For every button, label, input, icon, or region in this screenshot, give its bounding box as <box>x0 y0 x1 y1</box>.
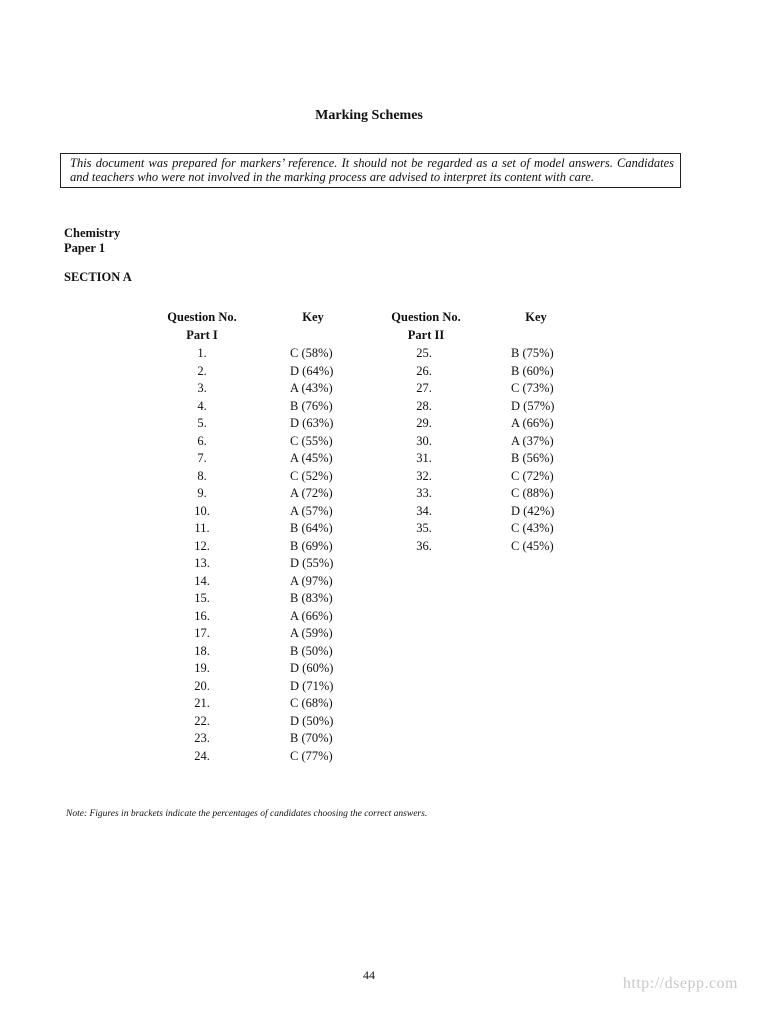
question-number: 20. <box>194 678 210 693</box>
disclaimer-box: This document was prepared for markers’ reference. It should not be regarded as a set of model answers. Candidates and teachers who were not involved in the marking process are advised to interpret its content with care. <box>60 153 681 188</box>
part2-question-list <box>406 345 442 555</box>
part2-header: Part II <box>407 328 445 342</box>
question-number: 11. <box>194 521 210 535</box>
paper-heading: Paper 1 <box>64 241 106 255</box>
answer-key: B (69%) <box>290 538 333 553</box>
question-number: 22. <box>194 713 210 728</box>
question-number: 17. <box>194 626 210 640</box>
answer-key: B (75%) <box>511 346 554 360</box>
question-number: 6. <box>197 433 207 448</box>
question-number: 1. <box>197 346 207 360</box>
answer-key: C (68%) <box>290 696 333 710</box>
question-number: 23. <box>194 731 210 745</box>
answer-key: A (97%) <box>290 573 333 588</box>
answer-key: A (66%) <box>290 608 333 623</box>
question-number: 32. <box>416 468 432 483</box>
question-number: 19. <box>194 661 210 675</box>
page-title: Marking Schemes <box>315 108 423 123</box>
part1-question-list <box>184 345 220 765</box>
section-heading: SECTION A <box>64 270 132 284</box>
watermark: http://dsepp.com <box>622 975 738 992</box>
question-number: 15. <box>194 591 210 605</box>
answer-key: B (64%) <box>290 521 333 535</box>
answer-key: A (45%) <box>290 451 333 465</box>
question-number: 13. <box>194 556 210 570</box>
question-number: 2. <box>197 363 207 378</box>
answer-key: A (57%) <box>290 503 333 518</box>
question-number: 14. <box>194 573 210 588</box>
answer-key: D (57%) <box>511 398 555 413</box>
part2-key-list <box>511 345 581 555</box>
question-number: 9. <box>197 486 207 500</box>
answer-key: B (70%) <box>290 731 333 745</box>
question-number: 4. <box>197 398 207 413</box>
part1-header: Part I <box>186 328 218 342</box>
answer-key: D (64%) <box>290 363 334 378</box>
question-number: 24. <box>194 748 210 763</box>
question-number: 5. <box>197 416 207 430</box>
question-no-header-part1: Question No. <box>167 310 237 324</box>
answer-key: C (55%) <box>290 433 333 448</box>
question-number: 30. <box>416 433 432 448</box>
question-number: 18. <box>194 643 210 658</box>
answer-key: B (83%) <box>290 591 333 605</box>
answer-key: C (77%) <box>290 748 333 763</box>
answer-key: C (43%) <box>511 521 554 535</box>
key-header-part2: Key <box>525 310 547 324</box>
question-number: 21. <box>194 696 210 710</box>
answer-key: A (43%) <box>290 381 333 395</box>
answer-key: B (60%) <box>511 363 554 378</box>
answer-key: A (66%) <box>511 416 554 430</box>
subject-heading: Chemistry <box>64 226 121 240</box>
answer-key: A (59%) <box>290 626 333 640</box>
answer-key: D (63%) <box>290 416 334 430</box>
question-number: 3. <box>197 381 207 395</box>
answer-key: D (60%) <box>290 661 334 675</box>
question-number: 34. <box>416 503 432 518</box>
answer-key: C (45%) <box>511 538 554 553</box>
page-number: 44 <box>363 968 375 982</box>
question-number: 31. <box>416 451 432 465</box>
question-number: 10. <box>194 503 210 518</box>
answer-key: C (52%) <box>290 468 333 483</box>
question-number: 33. <box>416 486 432 500</box>
answer-key: A (72%) <box>290 486 333 500</box>
question-number: 26. <box>416 363 432 378</box>
key-header-part1: Key <box>302 310 324 324</box>
question-number: 7. <box>197 451 207 465</box>
answer-key: B (56%) <box>511 451 554 465</box>
answer-key: D (50%) <box>290 713 334 728</box>
footnote: Note: Figures in brackets indicate the percentages of candidates choosing the correct answers. <box>66 809 428 819</box>
question-number: 29. <box>416 416 432 430</box>
answer-key: C (73%) <box>511 381 554 395</box>
answer-key: D (42%) <box>511 503 555 518</box>
answer-key: D (55%) <box>290 556 334 570</box>
part1-key-list <box>290 345 360 765</box>
answer-key: C (88%) <box>511 486 554 500</box>
question-number: 27. <box>416 381 432 395</box>
answer-key: B (76%) <box>290 398 333 413</box>
question-no-header-part2: Question No. <box>391 310 461 324</box>
answer-key: D (71%) <box>290 678 334 693</box>
question-number: 16. <box>194 608 210 623</box>
answer-key: B (50%) <box>290 643 333 658</box>
question-number: 35. <box>416 521 432 535</box>
question-number: 36. <box>416 538 432 553</box>
question-number: 12. <box>194 538 210 553</box>
answer-key: A (37%) <box>511 433 554 448</box>
question-number: 25. <box>416 346 432 360</box>
answer-key: C (72%) <box>511 468 554 483</box>
question-number: 8. <box>197 468 207 483</box>
answer-key: C (58%) <box>290 346 333 360</box>
question-number: 28. <box>416 398 432 413</box>
